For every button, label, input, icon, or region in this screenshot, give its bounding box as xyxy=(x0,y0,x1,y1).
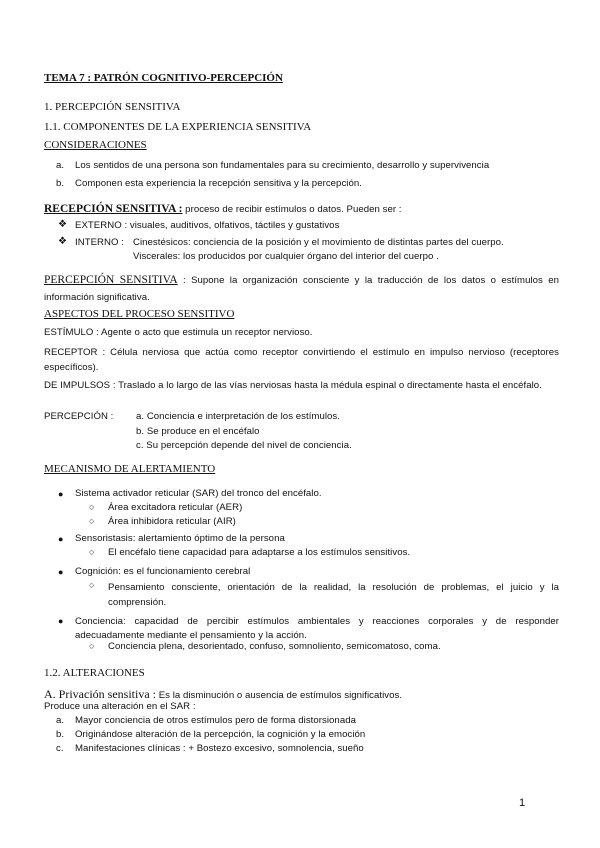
mecanismo-heading: MECANISMO DE ALERTAMIENTO xyxy=(44,463,216,475)
recepcion-heading: RECEPCIÓN SENSITIVA : xyxy=(44,203,183,215)
list-item: Componen esta experiencia la recepción sensitiva y la percepción. xyxy=(75,178,362,189)
percepcion-paragraph xyxy=(44,271,559,305)
percepcion-item: b. Se produce en el encéfalo xyxy=(136,426,260,437)
bullet-icon: ● xyxy=(58,534,64,544)
interno-label: INTERNO : xyxy=(75,237,124,248)
list-marker: c. xyxy=(56,743,64,754)
externo-item: EXTERNO : visuales, auditivos, olfativos, táctiles y gustativos xyxy=(75,220,340,231)
page-number: 1 xyxy=(519,797,526,809)
interno-line-2: Viscerales: los producidos por cualquier órgano del interior del cuerpo . xyxy=(133,251,439,262)
percepcion-item: a. Conciencia e interpretación de los estímulos. xyxy=(136,411,340,422)
diamond-bullet-icon: ❖ xyxy=(58,219,67,230)
percepcion-text: : Supone la organización consciente y la traducción de los datos o estímulos en información significativa. xyxy=(44,275,559,303)
list-item: Los sentidos de una persona son fundamentales para su crecimiento, desarrollo y supervivencia xyxy=(75,160,490,171)
percepcion-label: PERCEPCIÓN : xyxy=(44,411,114,422)
circle-bullet-icon: ○ xyxy=(89,516,95,526)
circle-bullet-icon: ○ xyxy=(89,547,95,557)
consideraciones-heading: CONSIDERACIONES xyxy=(44,139,147,151)
circle-bullet-icon: ○ xyxy=(89,641,95,651)
recepcion-line xyxy=(44,199,402,217)
conciencia-item: Conciencia: capacidad de percibir estímulos ambientales y reacciones corporales y de responder adecuadamente mediante el pensamiento y la acción. xyxy=(75,616,559,641)
list-item: Mayor conciencia de otros estímulos pero de forma distorsionada xyxy=(75,715,356,726)
list-marker: b. xyxy=(56,178,65,189)
section-heading-1: 1. PERCEPCIÓN SENSITIVA xyxy=(44,101,181,113)
aspectos-heading: ASPECTOS DEL PROCESO SENSITIVO xyxy=(44,308,235,320)
receptor-definition: RECEPTOR : Célula nerviosa que actúa como receptor convirtiendo el estímulo en impulso nervioso (receptores específicos). xyxy=(44,347,559,373)
bullet-icon: ● xyxy=(58,489,64,499)
list-marker: a. xyxy=(56,160,65,171)
list-item: Originándose alteración de la percepción, la cognición y la emoción xyxy=(75,729,366,740)
alteraciones-heading: 1.2. ALTERACIONES xyxy=(44,667,145,679)
conciencia-sub: Conciencia plena, desorientado, confuso, somnoliento, semicomatoso, coma. xyxy=(108,641,441,652)
circle-bullet-icon: ○ xyxy=(89,502,95,512)
estimulo-definition: ESTÍMULO : Agente o acto que estimula un receptor nervioso. xyxy=(44,327,313,338)
aer-item: Área excitadora reticular (AER) xyxy=(108,502,243,513)
diamond-bullet-icon: ❖ xyxy=(58,236,67,247)
air-item: Área inhibidora reticular (AIR) xyxy=(108,516,236,527)
sensoristasis-sub: El encéfalo tiene capacidad para adaptarse a los estímulos sensitivos. xyxy=(108,547,411,558)
bullet-icon: ● xyxy=(58,616,64,626)
list-marker: b. xyxy=(56,729,65,740)
section-heading-1-1: 1.1. COMPONENTES DE LA EXPERIENCIA SENSITIVA xyxy=(44,121,312,133)
bullet-icon: ● xyxy=(58,567,64,577)
privacion-label: A. Privación sensitiva : xyxy=(44,687,156,701)
cognicion-item: Cognición: es el funcionamiento cerebral xyxy=(75,566,251,577)
recepcion-text: proceso de recibir estímulos o datos. Pueden ser : xyxy=(182,204,402,215)
list-marker: a. xyxy=(56,715,65,726)
privacion-text: Es la disminución o ausencia de estímulos significativos. xyxy=(155,690,403,701)
page-title: TEMA 7 : PATRÓN COGNITIVO-PERCEPCIÓN xyxy=(44,72,283,84)
impulsos-definition: DE IMPULSOS : Traslado a lo largo de las vías nerviosas hasta la médula espinal o directamente hasta el encéfalo. xyxy=(44,380,542,391)
list-item: Manifestaciones clínicas : + Bostezo excesivo, somnolencia, sueño xyxy=(75,743,364,754)
percepcion-heading: PERCEPCIÓN SENSITIVA xyxy=(44,274,178,286)
cognicion-sub: Pensamiento consciente, orientación de la realidad, la resolución de problemas, el juicio y la comprensión. xyxy=(108,582,559,608)
percepcion-item: c. Su percepción depende del nivel de conciencia. xyxy=(136,440,352,451)
sar-item: Sistema activador reticular (SAR) del tronco del encéfalo. xyxy=(75,488,322,499)
produce-line: Produce una alteración en el SAR : xyxy=(44,701,196,712)
sensoristasis-item: Sensoristasis: alertamiento óptimo de la persona xyxy=(75,533,285,544)
interno-line-1: Cinestésicos: conciencia de la posición y el movimiento de distintas partes del cuerpo. xyxy=(133,237,504,248)
circle-bullet-icon: ○ xyxy=(89,580,95,590)
